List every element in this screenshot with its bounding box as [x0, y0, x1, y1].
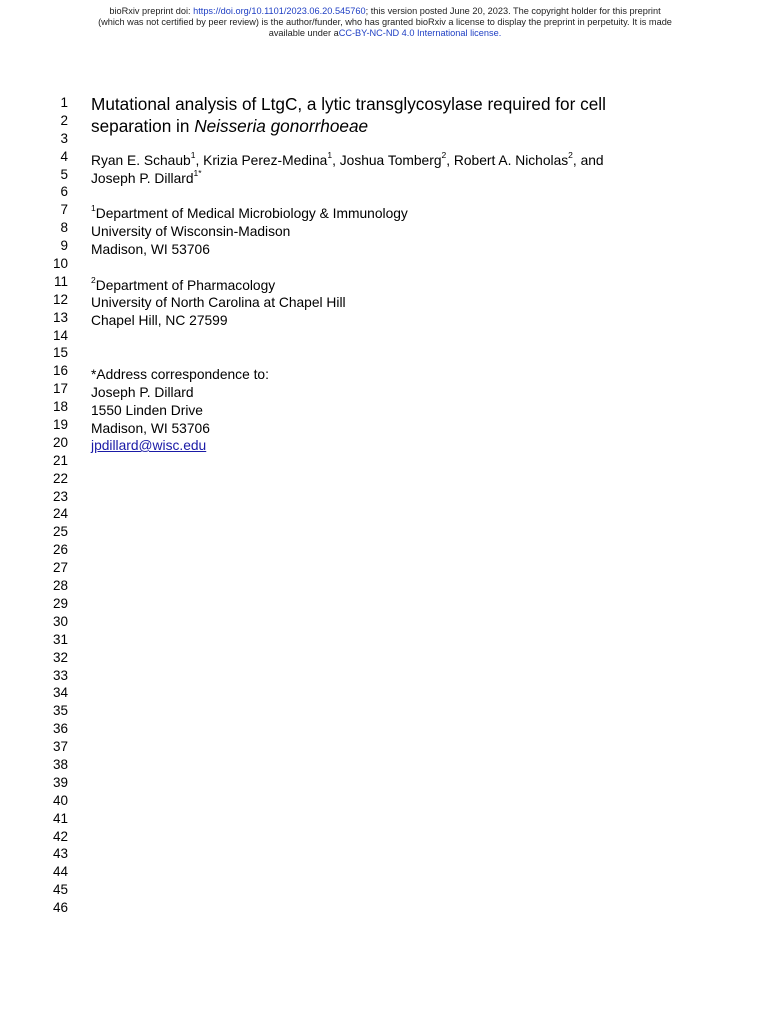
affiliation-2-dept — [91, 277, 275, 295]
author-affiliation-mark: 2 — [441, 150, 447, 161]
line-number: 33 — [52, 667, 68, 683]
line-number: 23 — [52, 488, 68, 504]
line-number: 40 — [52, 792, 68, 808]
header-license-suffix: . — [498, 28, 502, 38]
line-number: 12 — [52, 291, 68, 307]
header-license-prefix: available under a — [268, 28, 339, 38]
correspondence-city: Madison, WI 53706 — [91, 421, 210, 436]
affiliation-2-city: Chapel Hill, NC 27599 — [91, 313, 228, 328]
line-number: 8 — [60, 220, 68, 236]
line-number: 43 — [52, 846, 68, 862]
line-number: 21 — [52, 452, 68, 468]
title-line-1: Mutational analysis of LtgC, a lytic transglycosylase required for cell — [91, 94, 606, 114]
line-number: 13 — [52, 309, 68, 325]
line-number: 24 — [52, 506, 68, 522]
line-number: 35 — [52, 703, 68, 719]
line-number: 36 — [52, 721, 68, 737]
line-number: 32 — [52, 649, 68, 665]
line-number: 30 — [52, 613, 68, 629]
line-number: 10 — [52, 256, 68, 272]
line-number: 5 — [60, 166, 68, 182]
line-number: 19 — [52, 417, 68, 433]
line-number: 26 — [52, 542, 68, 558]
author-name: , Joshua Tomberg — [332, 153, 442, 168]
affiliation-1-city: Madison, WI 53706 — [91, 242, 210, 257]
license-link[interactable]: CC-BY-NC-ND 4.0 International license — [338, 28, 499, 38]
line-number: 37 — [52, 739, 68, 755]
header-line-3 — [0, 28, 770, 39]
line-number: 27 — [52, 560, 68, 576]
line-number: 1 — [60, 95, 68, 110]
line-number: 7 — [60, 202, 68, 218]
line-number: 42 — [52, 828, 68, 844]
line-number: 45 — [52, 882, 68, 898]
affiliation-1-univ: University of Wisconsin-Madison — [91, 224, 291, 239]
line-number: 34 — [52, 685, 68, 701]
author-list-line-2 — [91, 170, 202, 188]
title-prefix: separation in — [91, 116, 195, 136]
line-number: 44 — [52, 864, 68, 880]
header-doi-prefix: bioRxiv preprint doi: — [109, 6, 194, 16]
line-number: 38 — [52, 756, 68, 772]
affiliation-2-univ: University of North Carolina at Chapel Hill — [91, 295, 346, 310]
email-link[interactable]: jpdillard@wisc.edu — [91, 438, 207, 453]
line-number: 20 — [52, 434, 68, 450]
author-name: , Robert A. Nicholas — [446, 153, 569, 168]
author-affiliation-mark: 2 — [568, 150, 573, 161]
line-number: 39 — [52, 774, 68, 790]
line-number: 2 — [60, 112, 68, 128]
line-number: 18 — [52, 399, 68, 415]
correspondence-name: Joseph P. Dillard — [91, 385, 194, 400]
line-number: 22 — [52, 470, 68, 486]
line-number: 29 — [52, 595, 68, 611]
header-line-2: (which was not certified by peer review) is the author/funder, who has granted bioRxiv a license to display the preprint in perpetuity. It is made — [98, 17, 672, 27]
author-name: Joseph P. Dillard — [91, 171, 194, 186]
affiliation-mark: 2 — [91, 275, 96, 286]
line-number: 9 — [60, 238, 68, 254]
author-list-tail: , and — [572, 153, 604, 168]
author-affiliation-mark: 1 — [190, 150, 196, 161]
correspondence-street: 1550 Linden Drive — [91, 403, 203, 418]
affiliation-dept-text: Department of Medical Microbiology & Immunology — [95, 206, 408, 221]
affiliation-mark: 1 — [91, 203, 96, 214]
line-number: 6 — [60, 184, 68, 200]
line-number: 41 — [52, 810, 68, 826]
line-number: 3 — [60, 130, 68, 146]
author-list — [91, 152, 604, 170]
author-name: Ryan E. Schaub — [91, 153, 191, 168]
affiliation-1-dept — [91, 205, 408, 223]
doi-link[interactable]: https://doi.org/10.1101/2023.06.20.545760 — [193, 6, 366, 16]
line-number: 25 — [52, 524, 68, 540]
line-number: 17 — [52, 381, 68, 397]
author-name: , Krizia Perez-Medina — [195, 153, 328, 168]
line-number: 15 — [52, 345, 68, 361]
line-number: 16 — [52, 363, 68, 379]
header-copyright-text: ; this version posted June 20, 2023. The copyright holder for this preprint — [365, 6, 661, 16]
header-line-1 — [0, 6, 770, 17]
line-number: 46 — [52, 900, 68, 916]
correspondence-email-line — [91, 437, 206, 455]
correspondence-heading: *Address correspondence to: — [91, 367, 269, 382]
line-number: 14 — [52, 327, 68, 343]
title-line-2 — [91, 115, 368, 137]
title-species: Neisseria gonorrhoeae — [194, 116, 369, 136]
line-number: 4 — [60, 148, 68, 164]
author-affiliation-mark: 1* — [193, 168, 202, 179]
affiliation-dept-text: Department of Pharmacology — [95, 278, 276, 293]
author-affiliation-mark: 1 — [327, 150, 333, 161]
line-number: 11 — [53, 273, 68, 289]
line-numbers — [30, 94, 68, 917]
line-number: 31 — [52, 631, 68, 647]
line-number: 28 — [52, 578, 68, 594]
preprint-header — [0, 6, 770, 39]
